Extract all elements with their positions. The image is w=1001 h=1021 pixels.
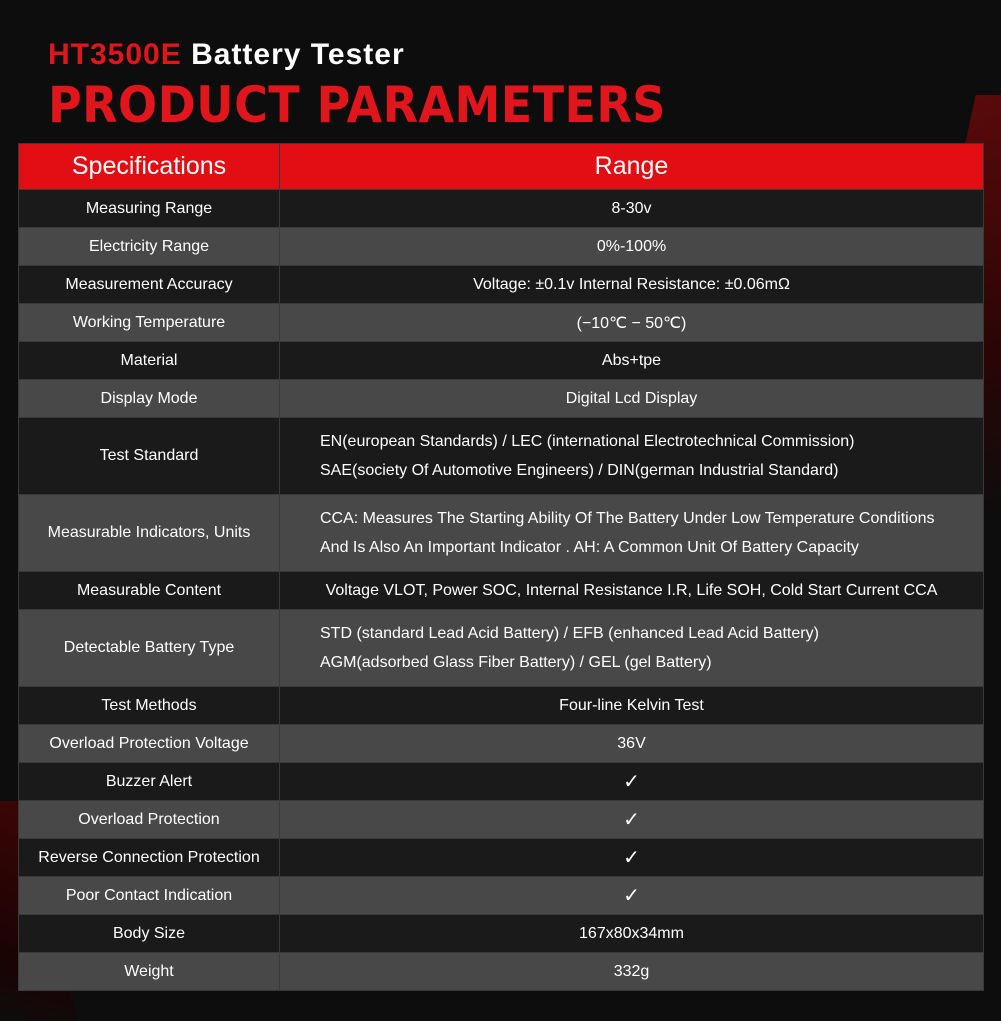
spec-value-text: 0%-100% <box>596 237 667 255</box>
spec-name-cell: Detectable Battery Type <box>19 610 280 687</box>
spec-name-cell: Body Size <box>19 915 280 953</box>
spec-value-cell <box>280 418 984 495</box>
spec-value-text: SAE(society Of Automotive Engineers) / DIN(german Industrial Standard) <box>320 462 839 479</box>
spec-name-cell: Measuring Range <box>19 190 280 228</box>
spec-value-cell <box>280 839 984 877</box>
spec-value-text: Voltage: ±0.1v Internal Resistance: ±0.06mΩ <box>473 275 790 293</box>
spec-value-cell <box>280 572 984 610</box>
spec-name-cell: Test Standard <box>19 418 280 495</box>
table-row <box>19 190 984 228</box>
table-row <box>19 495 984 572</box>
spec-name-cell: Buzzer Alert <box>19 763 280 801</box>
spec-value-cell <box>280 763 984 801</box>
spec-name-cell: Test Methods <box>19 687 280 725</box>
spec-name-cell: Poor Contact Indication <box>19 877 280 915</box>
table-row <box>19 953 984 991</box>
spec-value-cell <box>280 342 984 380</box>
spec-name-cell: Overload Protection Voltage <box>19 725 280 763</box>
spec-value-text: Four-line Kelvin Test <box>559 696 704 714</box>
table-row <box>19 380 984 418</box>
table-row <box>19 572 984 610</box>
spec-value-text: CCA: Measures The Starting Ability Of The Battery Under Low Temperature Conditions <box>320 510 935 527</box>
spec-name-cell: Measurable Indicators, Units <box>19 495 280 572</box>
checkmark-icon: ✓ <box>623 771 640 793</box>
page-header <box>48 38 720 132</box>
spec-value-text: EN(european Standards) / LEC (international Electrotechnical Commission) <box>320 433 855 450</box>
checkmark-icon: ✓ <box>623 885 640 907</box>
model-name: HT3500E <box>48 38 182 71</box>
table-row <box>19 687 984 725</box>
spec-value-text: AGM(adsorbed Glass Fiber Battery) / GEL (gel Battery) <box>320 654 712 671</box>
spec-value-cell <box>280 725 984 763</box>
spec-value-text: And Is Also An Important Indicator . AH: A Common Unit Of Battery Capacity <box>320 539 859 556</box>
spec-name-cell: Measurable Content <box>19 572 280 610</box>
table-row <box>19 877 984 915</box>
spec-value-text: 167x80x34mm <box>579 924 684 942</box>
spec-value-text: (−10℃ − 50℃) <box>576 314 687 332</box>
table-row <box>19 801 984 839</box>
table-row <box>19 418 984 495</box>
column-header-range: Range <box>280 144 984 190</box>
spec-value-cell <box>280 190 984 228</box>
specifications-table-container <box>18 143 984 991</box>
spec-name-cell: Reverse Connection Protection <box>19 839 280 877</box>
spec-value-text: 332g <box>613 962 650 980</box>
spec-value-cell <box>280 915 984 953</box>
spec-name-cell: Material <box>19 342 280 380</box>
spec-value-cell <box>280 266 984 304</box>
spec-value-cell <box>280 953 984 991</box>
checkmark-icon: ✓ <box>623 847 640 869</box>
spec-value-cell <box>280 228 984 266</box>
page-title: PRODUCT PARAMETERS <box>48 76 666 134</box>
spec-value-cell <box>280 304 984 342</box>
specifications-table <box>18 143 984 991</box>
table-row <box>19 763 984 801</box>
table-row <box>19 610 984 687</box>
table-row <box>19 266 984 304</box>
checkmark-icon: ✓ <box>623 809 640 831</box>
spec-name-cell: Measurement Accuracy <box>19 266 280 304</box>
spec-value-cell <box>280 687 984 725</box>
spec-name-cell: Electricity Range <box>19 228 280 266</box>
column-header-specifications: Specifications <box>19 144 280 190</box>
table-header-row <box>19 144 984 190</box>
spec-name-cell: Working Temperature <box>19 304 280 342</box>
spec-value-cell <box>280 801 984 839</box>
spec-value-text: Voltage VLOT, Power SOC, Internal Resistance I.R, Life SOH, Cold Start Current CCA <box>325 581 938 599</box>
table-row <box>19 915 984 953</box>
spec-value-text: 8-30v <box>611 199 652 217</box>
table-row <box>19 839 984 877</box>
spec-value-text: Abs+tpe <box>601 351 662 369</box>
table-row <box>19 725 984 763</box>
table-row <box>19 342 984 380</box>
spec-name-cell: Overload Protection <box>19 801 280 839</box>
table-body <box>19 190 984 991</box>
spec-value-cell <box>280 495 984 572</box>
spec-name-cell: Display Mode <box>19 380 280 418</box>
spec-value-cell <box>280 380 984 418</box>
spec-value-text: Digital Lcd Display <box>565 389 698 407</box>
product-title <box>48 38 720 72</box>
table-row <box>19 304 984 342</box>
spec-value-text: STD (standard Lead Acid Battery) / EFB (enhanced Lead Acid Battery) <box>320 625 819 642</box>
table-row <box>19 228 984 266</box>
spec-value-cell <box>280 610 984 687</box>
spec-name-cell: Weight <box>19 953 280 991</box>
spec-value-cell <box>280 877 984 915</box>
spec-value-text: 36V <box>617 734 646 752</box>
product-subtitle: Battery Tester <box>191 38 405 71</box>
